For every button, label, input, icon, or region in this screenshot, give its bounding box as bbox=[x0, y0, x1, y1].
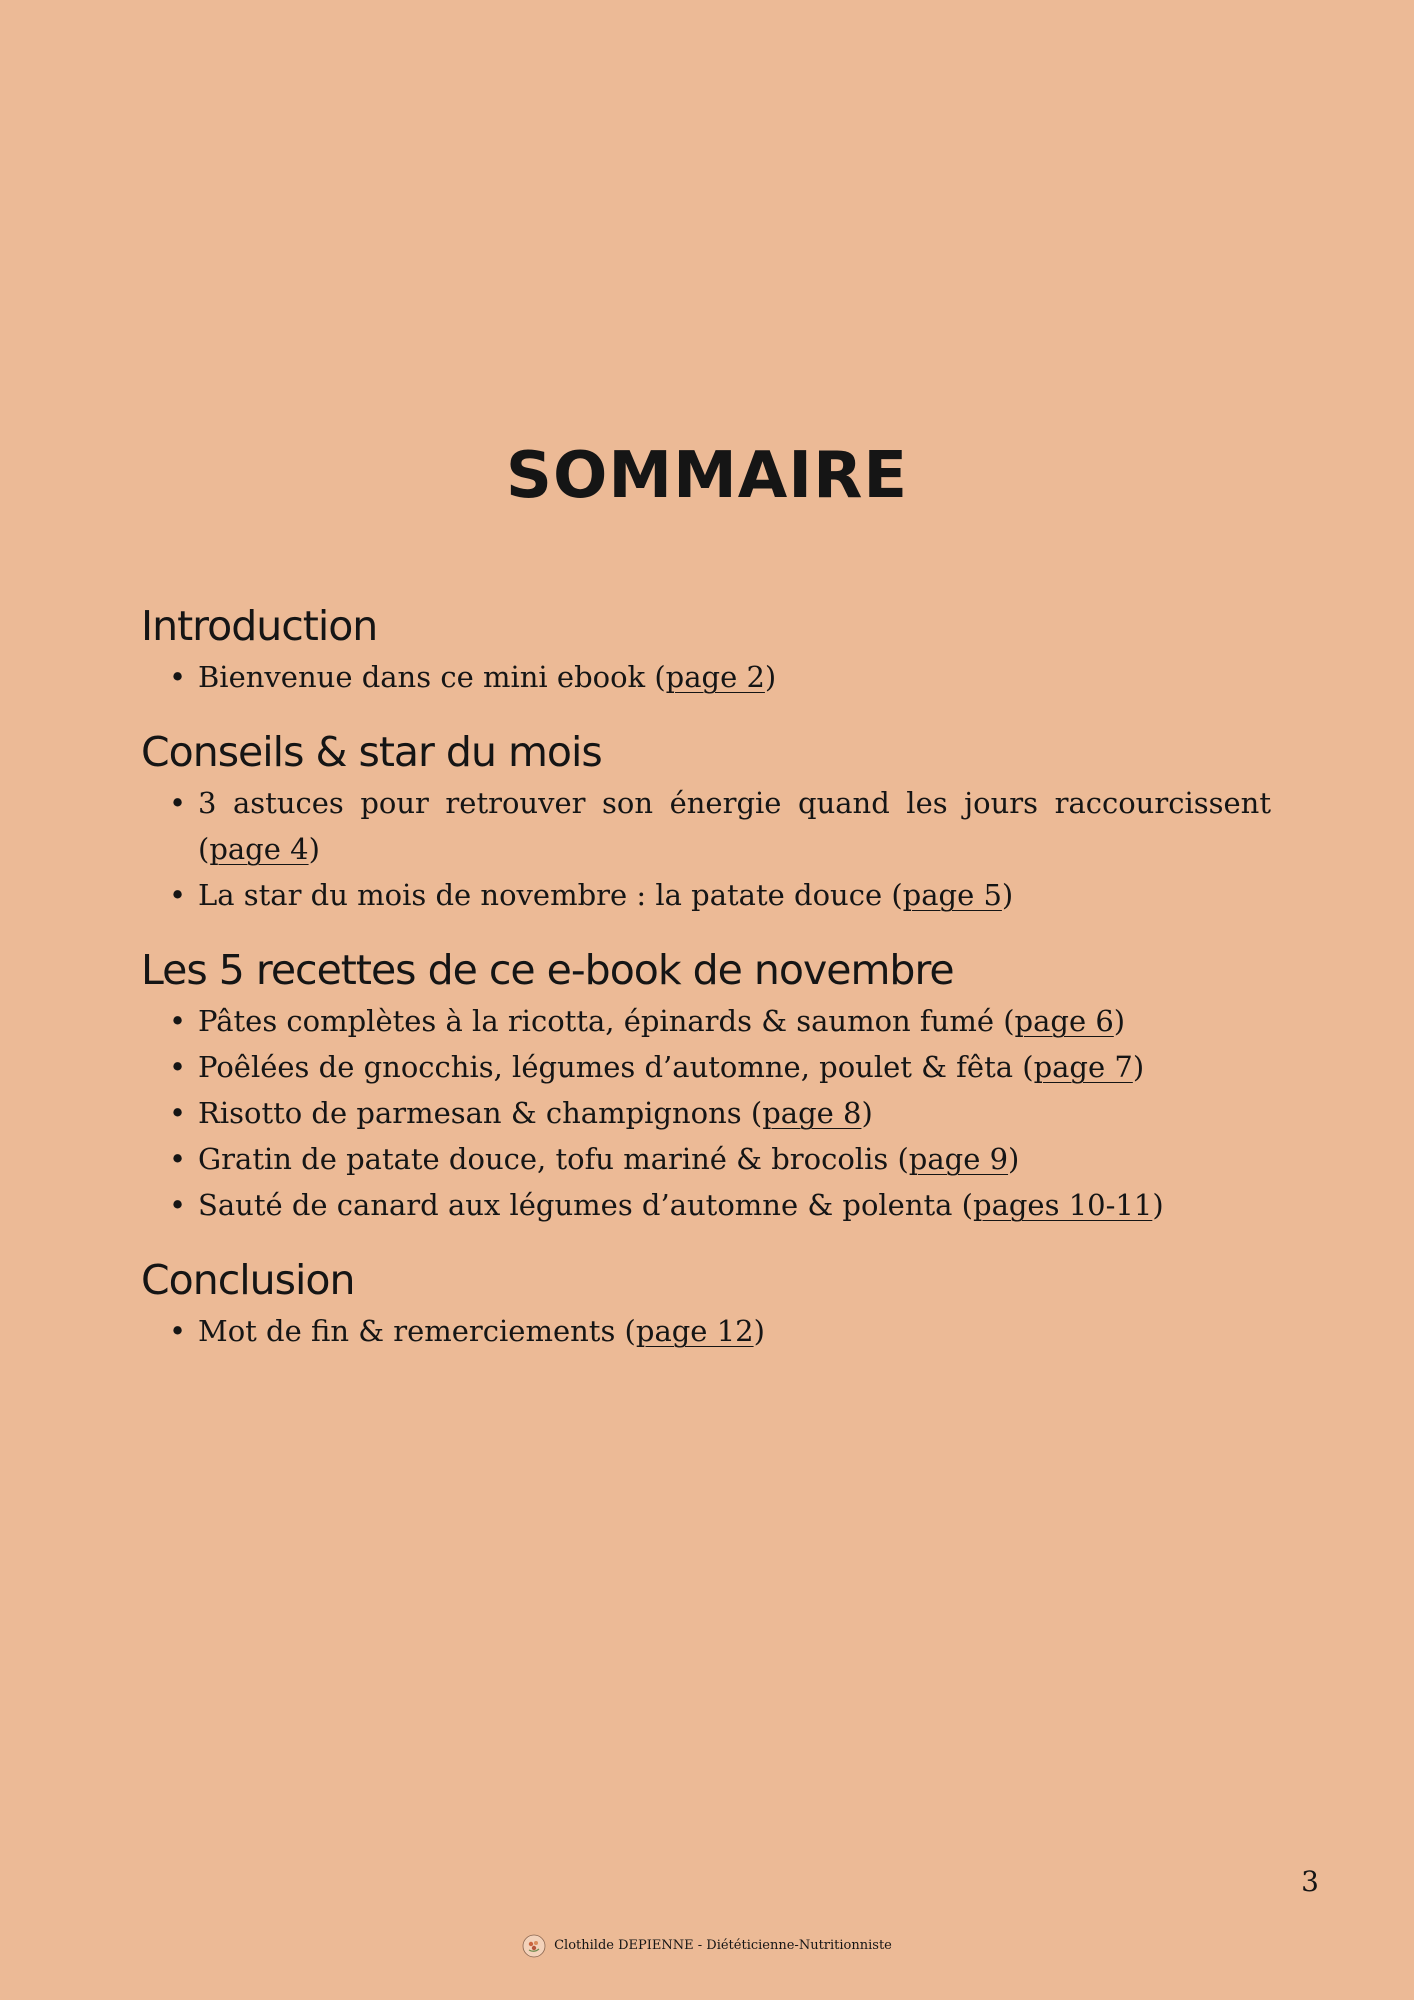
page-title: SOMMAIRE bbox=[505, 439, 909, 513]
toc-item: • 3 astuces pour retrouver son énergie quand les jours raccourcissent (page 4) bbox=[141, 780, 1271, 872]
toc-item-text: 3 astuces pour retrouver son énergie quand les jours raccourcissent bbox=[198, 786, 1271, 820]
toc-item: • La star du mois de novembre : la patate douce (page 5) bbox=[141, 872, 1271, 918]
page-link[interactable]: page 9 bbox=[908, 1142, 1009, 1176]
toc-item-text: Pâtes complètes à la ricotta, épinards & saumon fumé bbox=[198, 1004, 994, 1038]
page-link[interactable]: page 6 bbox=[1014, 1004, 1114, 1038]
bullet-icon: • bbox=[169, 878, 187, 912]
bullet-icon: • bbox=[169, 1004, 187, 1038]
section-list-recettes bbox=[141, 998, 1271, 1228]
bullet-icon: • bbox=[169, 1188, 187, 1222]
page-link[interactable]: page 2 bbox=[665, 660, 765, 694]
bullet-icon: • bbox=[169, 786, 187, 820]
toc-item: • Gratin de patate douce, tofu mariné & brocolis (page 9) bbox=[141, 1136, 1271, 1182]
toc-item: • Bienvenue dans ce mini ebook (page 2) bbox=[141, 654, 1271, 700]
section-list-conclusion bbox=[141, 1308, 1271, 1354]
table-of-contents bbox=[141, 598, 1271, 1378]
toc-item-text: Gratin de patate douce, tofu mariné & brocolis bbox=[198, 1142, 889, 1176]
page-link[interactable]: page 12 bbox=[635, 1314, 754, 1348]
toc-item: • Risotto de parmesan & champignons (page 8) bbox=[141, 1090, 1271, 1136]
section-list-introduction bbox=[141, 654, 1271, 700]
bullet-icon: • bbox=[169, 660, 187, 694]
toc-item: • Mot de fin & remerciements (page 12) bbox=[141, 1308, 1271, 1354]
page-link[interactable]: page 8 bbox=[762, 1096, 862, 1130]
page-link[interactable]: page 7 bbox=[1033, 1050, 1133, 1084]
toc-item-text: Poêlées de gnocchis, légumes d’automne, poulet & fêta bbox=[198, 1050, 1014, 1084]
footer bbox=[0, 1934, 1414, 1958]
floral-logo-icon bbox=[522, 1934, 546, 1958]
page-link[interactable]: page 5 bbox=[902, 878, 1002, 912]
toc-item-text: Mot de fin & remerciements bbox=[198, 1314, 616, 1348]
toc-item-text: Risotto de parmesan & champignons bbox=[198, 1096, 742, 1130]
footer-text: Clothilde DEPIENNE - Diététicienne-Nutritionniste bbox=[554, 1938, 892, 1953]
bullet-icon: • bbox=[169, 1050, 187, 1084]
toc-item: • Pâtes complètes à la ricotta, épinards & saumon fumé (page 6) bbox=[141, 998, 1271, 1044]
toc-item: • Sauté de canard aux légumes d’automne & polenta (pages 10-11) bbox=[141, 1182, 1271, 1228]
section-list-conseils bbox=[141, 780, 1271, 918]
page-link[interactable]: pages 10-11 bbox=[973, 1188, 1153, 1222]
toc-item: • Poêlées de gnocchis, légumes d’automne, poulet & fêta (page 7) bbox=[141, 1044, 1271, 1090]
page-number: 3 bbox=[1301, 1865, 1319, 1898]
bullet-icon: • bbox=[169, 1142, 187, 1176]
toc-item-text: Sauté de canard aux légumes d’automne & polenta bbox=[198, 1188, 953, 1222]
section-heading-conseils: Conseils & star du mois bbox=[141, 728, 602, 776]
bullet-icon: • bbox=[169, 1314, 187, 1348]
section-heading-recettes: Les 5 recettes de ce e-book de novembre bbox=[141, 946, 954, 994]
section-heading-conclusion: Conclusion bbox=[141, 1256, 355, 1304]
toc-item-text: Bienvenue dans ce mini ebook bbox=[198, 660, 646, 694]
section-heading-introduction: Introduction bbox=[141, 602, 378, 650]
toc-item-text: La star du mois de novembre : la patate douce bbox=[198, 878, 883, 912]
page-link[interactable]: page 4 bbox=[209, 832, 309, 866]
bullet-icon: • bbox=[169, 1096, 187, 1130]
